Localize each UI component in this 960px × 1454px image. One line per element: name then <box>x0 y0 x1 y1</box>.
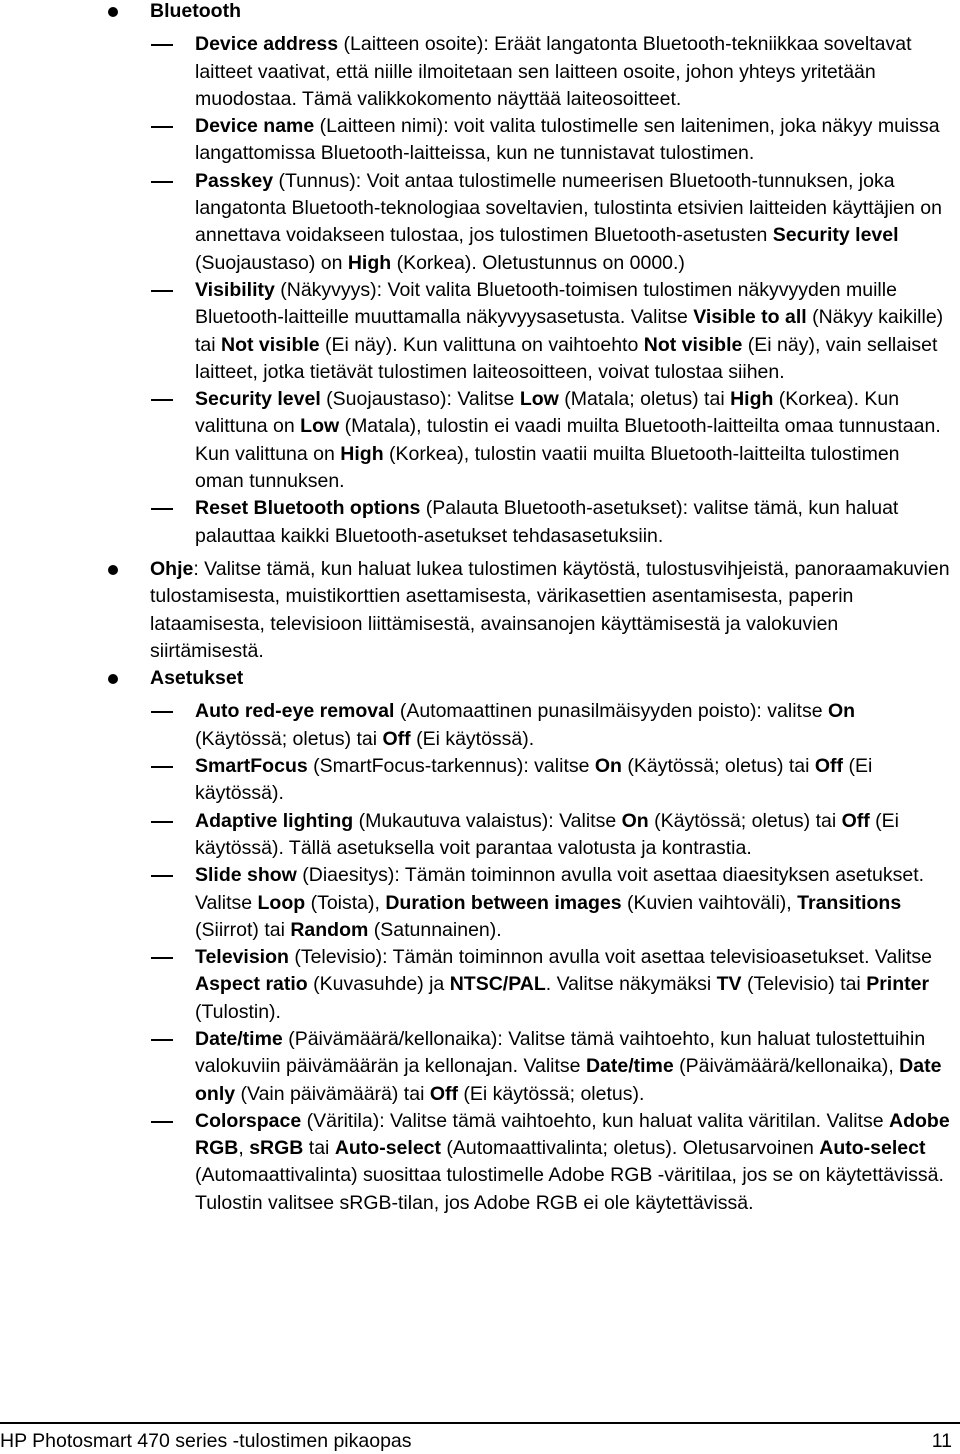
description: (Automaattinen punasilmäisyyden poisto): valitse <box>394 700 828 723</box>
list-item-adaptive-lighting <box>0 808 960 863</box>
term: Auto-select <box>334 1137 441 1160</box>
dash-icon <box>151 1121 173 1123</box>
description: (SmartFocus-tarkennus): valitse <box>307 755 595 778</box>
footer-title: HP Photosmart 470 series -tulostimen pikaopas <box>0 1430 412 1452</box>
description: . Valitse näkymäksi <box>545 973 717 996</box>
description: (Ei käytössä; oletus). <box>457 1082 645 1105</box>
bullet-dot-icon <box>108 7 118 17</box>
description: (Käytössä; oletus) tai <box>621 755 815 778</box>
description: (Ei käytössä). Tällä asetuksella voit parantaa valotusta ja kontrastia. <box>195 809 900 859</box>
description: (Matala; oletus) tai <box>558 388 731 411</box>
term: Reset Bluetooth options <box>195 497 421 520</box>
bullet-asetukset <box>0 665 960 692</box>
list-item-colorspace <box>0 1108 960 1217</box>
bullet-bluetooth <box>0 0 960 25</box>
dash-icon <box>151 766 173 768</box>
term: Low <box>300 415 340 438</box>
term: Printer <box>866 973 930 996</box>
term: Off <box>814 755 844 778</box>
dash-icon <box>151 181 173 183</box>
asetukset-options-list <box>0 698 960 1217</box>
page-number: 11 <box>931 1430 952 1452</box>
term: NTSC/PAL <box>449 973 546 996</box>
description: (Päivämäärä/kellonaika), <box>673 1055 900 1078</box>
term: Colorspace <box>195 1109 302 1132</box>
dash-icon <box>151 875 173 877</box>
description: (Laitteen nimi): voit valita tulostimelle sen laitenimen, joka näkyy muissa langattomissa Bluetooth-laitteissa, kun ne tunnistavat tulostimen. <box>195 115 940 165</box>
term: sRGB <box>249 1137 304 1160</box>
term: Random <box>290 918 369 941</box>
description: (Suojaustaso): Valitse <box>320 388 520 411</box>
term: Loop <box>257 891 306 914</box>
term: Date/time <box>195 1027 283 1050</box>
bluetooth-options-list <box>0 31 960 550</box>
dash-icon <box>151 957 173 959</box>
dash-icon <box>151 44 173 46</box>
term: High <box>340 442 384 465</box>
section-title-asetukset: Asetukset <box>150 667 244 690</box>
bullet-ohje <box>0 556 960 665</box>
description: (Televisio): Tämän toiminnon avulla voit asettaa televisioasetukset. Valitse <box>288 946 933 969</box>
description: (Palauta Bluetooth-asetukset): valitse tämä, kun haluat palauttaa kaikki Bluetooth-asetukset tehdasasetuksiin. <box>195 497 899 547</box>
description: (Kuvasuhde) ja <box>307 973 450 996</box>
bullet-dot-icon <box>108 674 118 684</box>
term: Low <box>519 388 559 411</box>
description: (Päivämäärä/kellonaika): Valitse tämä vaihtoehto, kun haluat tulostettuihin valokuviin päivämäärän ja kellonajan. Valitse <box>195 1027 926 1078</box>
term: Auto-select <box>819 1137 926 1160</box>
term: Adaptive lighting <box>195 809 354 832</box>
term: High <box>730 388 774 411</box>
list-item-slide-show <box>0 862 960 944</box>
term: Auto red-eye removal <box>195 700 395 723</box>
description: (Väritila): Valitse tämä vaihtoehto, kun haluat valita väritilan. Valitse <box>301 1109 890 1132</box>
description: (Automaattivalinta; oletus). Oletusarvoinen <box>441 1137 820 1160</box>
term: Slide show <box>195 864 297 887</box>
dash-icon <box>151 126 173 128</box>
term: Date/time <box>585 1055 674 1078</box>
term: Off <box>429 1082 458 1105</box>
list-item-security-level <box>0 386 960 495</box>
list-item-device-address <box>0 31 960 113</box>
list-item-passkey <box>0 168 960 277</box>
term: Visibility <box>195 278 275 301</box>
description: tai <box>303 1137 335 1160</box>
dash-icon <box>151 821 173 823</box>
list-item-smartfocus <box>0 753 960 808</box>
term: On <box>827 700 856 723</box>
term: Transitions <box>797 891 902 914</box>
term: Television <box>195 946 289 969</box>
term: Aspect ratio <box>195 973 308 996</box>
description: (Korkea). Oletustunnus on 0000.) <box>391 251 685 274</box>
description: (Siirrot) tai <box>195 918 291 941</box>
term: On <box>621 809 649 832</box>
description: (Suojaustaso) on <box>195 251 348 274</box>
description: (Diaesitys): Tämän toiminnon avulla voit asettaa diaesityksen asetukset. Valitse <box>195 864 925 914</box>
list-item-television <box>0 944 960 1026</box>
term: SmartFocus <box>195 755 308 778</box>
term: Adobe RGB <box>195 1109 950 1160</box>
description: (Tulostin). <box>195 1000 281 1023</box>
dash-icon <box>151 399 173 401</box>
term: Passkey <box>195 169 274 192</box>
list-item-auto-red-eye <box>0 698 960 753</box>
description: (Televisio) tai <box>741 973 867 996</box>
description: (Matala), tulostin ei vaadi muilta Bluetooth-laitteilta omaa tunnustaan. Kun valittuna on <box>195 415 941 465</box>
description: (Mukautuva valaistus): Valitse <box>353 809 622 832</box>
description: (Ei käytössä). <box>410 727 535 750</box>
term: On <box>594 755 622 778</box>
term: High <box>347 251 392 274</box>
description: (Automaattivalinta) suosittaa tulostimelle Adobe RGB -väritilaa, jos se on käytettävissä. Tulostin valitsee sRGB-tilan, jos Adobe RGB ei ole käytettävissä. <box>195 1164 944 1214</box>
description: (Laitteen osoite): Eräät langatonta Bluetooth-tekniikkaa soveltavat laitteet vaativat, että niille ilmoitetaan sen laitteen osoite, johon yhteys yritetään muodostaa. Tämä valikkokomento näyttää laiteosoitteet. <box>195 33 912 110</box>
term: Device name <box>195 115 315 138</box>
list-item-device-name <box>0 113 960 168</box>
description: (Näkyy kaikille) tai <box>195 306 944 356</box>
description: (Korkea). Kun valittuna on <box>195 388 900 438</box>
description: , <box>238 1137 250 1160</box>
description: (Vain päivämäärä) tai <box>235 1082 430 1105</box>
description: (Näkyvyys): Voit valita Bluetooth-toimisen tulostimen näkyvyyden muille Bluetooth-laitteille muuttamalla näkyvyysasetusta. Valitse <box>195 278 897 329</box>
description: (Toista), <box>305 891 386 914</box>
term: Not visible <box>643 333 743 356</box>
term: Security level <box>195 388 321 411</box>
term: Visible to all <box>693 306 807 329</box>
description: (Korkea), tulostin vaatii muilta Bluetooth-laitteilta tulostimen oman tunnuksen. <box>195 442 900 493</box>
term: Security level <box>772 224 899 247</box>
term: Date only <box>195 1055 942 1105</box>
term: Ohje <box>150 557 194 580</box>
term: Duration between images <box>385 891 622 914</box>
section-title-bluetooth: Bluetooth <box>150 0 241 22</box>
description: (Käytössä; oletus) tai <box>648 809 842 832</box>
description: (Käytössä; oletus) tai <box>195 727 383 750</box>
dash-icon <box>151 508 173 510</box>
dash-icon <box>151 290 173 292</box>
description: (Kuvien vaihtoväli), <box>621 891 798 914</box>
description: : Valitse tämä, kun haluat lukea tulostimen käytöstä, tulostusvihjeistä, panoraamakuvien tulostamisesta, muistikorttien asettamisesta, värikasettien asentamisesta, paperin lataamisesta, televisioon liittämisestä, avainsanojen käyttämisestä ja valokuvien siirtämisestä. <box>150 557 950 662</box>
term: Off <box>382 727 411 750</box>
term: Off <box>841 809 870 832</box>
description: (Ei käytössä). <box>195 755 873 805</box>
description: (Ei näy), vain sellaiset laitteet, jotka tietävät tulostimen laiteosoitteen, voivat tulostaa siihen. <box>195 333 938 383</box>
list-item-date-time <box>0 1026 960 1108</box>
term: Device address <box>195 33 339 56</box>
description: (Ei näy). Kun valittuna on vaihtoehto <box>319 333 644 356</box>
footer-divider <box>0 1422 960 1424</box>
dash-icon <box>151 711 173 713</box>
term: TV <box>716 973 742 996</box>
bullet-dot-icon <box>108 565 118 575</box>
list-item-visibility <box>0 277 960 386</box>
description: (Satunnainen). <box>368 918 502 941</box>
description: (Tunnus): Voit antaa tulostimelle numeerisen Bluetooth-tunnuksen, joka langatonta Bluetooth-teknologiaa soveltavien, tulostinta etsivien laitteiden käyttäjien on annettava voidakseen tulostaa, jos tulostimen Bluetooth-asetusten <box>195 169 942 247</box>
dash-icon <box>151 1039 173 1041</box>
term: Not visible <box>221 333 320 356</box>
list-item-reset-bluetooth <box>0 495 960 550</box>
